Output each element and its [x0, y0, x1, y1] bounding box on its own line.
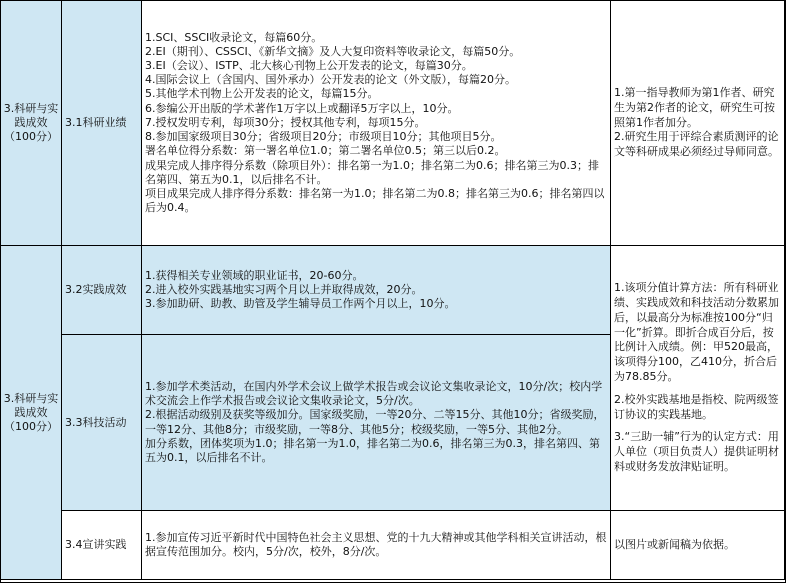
- criteria-line: 2.进入校外实践基地实习两个月以上并取得成效，20分。: [145, 282, 423, 296]
- criteria-line: 3.参加助研、助教、助管及学生辅导员工作两个月以上，10分。: [145, 297, 456, 311]
- note-cell: [611, 246, 785, 511]
- subcategory-cell: [62, 335, 142, 511]
- note-line: 3.“三助一辅”行为的认定方式：用人单位（项目负责人）提供证明材料或财务发放津贴证明。: [614, 430, 779, 473]
- criteria-line: 8.参加国家级项目30分；省级项目20分；市级项目10分；其他项目5分。: [145, 130, 502, 144]
- criteria-line: 2.EI（期刊）、CSSCI、《新华文摘》及人大复印资料等收录论文，每篇50分。: [145, 44, 521, 58]
- criteria-line: 3.EI（会议）、ISTP、北大核心刊物上公开发表的论文，每篇30分。: [145, 59, 473, 73]
- criteria-line: 1.参加宣传习近平新时代中国特色社会主义思想、党的十九大精神或其他学科相关宣讲活动，根据宣传范围加分。校内，5分/次，校外，8分/次。: [145, 530, 607, 558]
- note-line: 1.该项分值计算方法：所有科研业绩、实践成效和科技活动分数累加后，以最高分为标准按100分“归一化”折算。即折合成百分后，按比例计入成绩。例：甲520最高，该项得分100，乙410分，折合后为78.85分。: [614, 281, 779, 383]
- subcategory-label: 3.1科研业绩: [65, 116, 127, 129]
- criteria-line: 1.获得相关专业领域的职业证书，20-60分。: [145, 268, 364, 282]
- criteria-line: 1.参加学术类活动，在国内外学术会议上做学术报告或会议论文集收录论文，10分/次；校内学术交流会上作学术报告或会议论文集收录论文，5分/次。: [145, 379, 603, 408]
- category-cell: [1, 1, 62, 246]
- note-cell: [611, 1, 785, 246]
- criteria-line: 5.其他学术刊物上公开发表的论文，每篇15分。: [145, 87, 379, 101]
- criteria-line: 2.根据活动级别及获奖等级加分。国家级奖励，一等20分、二等15分、其他10分；省级奖励，一等12分、其他8分；市级奖励，一等8分、其他5分；校级奖励，一等5分、其他2分。: [145, 408, 605, 436]
- criteria-line: 6.参编公开出版的学术著作1万字以上或翻译5万字以上，10分。: [145, 101, 459, 115]
- category-label: 3.科研与实践成效（100分）: [3, 102, 59, 143]
- table-row: [1, 511, 785, 580]
- criteria-line: 署名单位得分系数：第一署名单位1.0；第二署名单位0.5；第三以后0.2。: [145, 144, 506, 158]
- category-label: 3.科研与实践成效（100分）: [3, 391, 59, 433]
- criteria-cell: [142, 1, 611, 246]
- criteria-cell: [142, 335, 611, 511]
- table-row: [1, 246, 785, 335]
- subcategory-cell: [62, 511, 142, 580]
- table-row: [1, 1, 785, 246]
- note-cell: [611, 511, 785, 580]
- subcategory-cell: [62, 1, 142, 246]
- criteria-line: 1.SCI、SSCI收录论文，每篇60分。: [145, 30, 323, 44]
- criteria-line: 4.国际会议上（含国内、国外承办）公开发表的论文（外文版），每篇20分。: [145, 73, 516, 87]
- criteria-line: 项目成果完成人排序得分系数：排名第一为1.0；排名第二为0.8；排名第三为0.6；排名第四以后为0.4。: [145, 186, 605, 215]
- subcategory-label: 3.2实践成效: [65, 283, 127, 296]
- subcategory-cell: [62, 246, 142, 335]
- category-cell: [1, 246, 62, 580]
- criteria-cell: [142, 511, 611, 580]
- criteria-line: 加分系数，团体奖项为1.0；排名第一为1.0，排名第二为0.6，排名第三为0.3，排名第四、第五为0.1，以后排名不计。: [145, 436, 600, 464]
- subcategory-label: 3.3科技活动: [65, 415, 127, 429]
- criteria-cell: [142, 246, 611, 335]
- note-line: 2.校外实践基地是指校、院两级签订协议的实践基地。: [614, 392, 779, 421]
- criteria-line: 成果完成人排序得分系数（除项目外）：排名第一为1.0；排名第二为0.6；排名第三为0.3；排名第四、第五为0.1，以后排名不计。: [145, 158, 599, 186]
- subcategory-label: 3.4宣讲实践: [65, 538, 127, 551]
- note-line: 1.第一指导教师为第1作者、研究生为第2作者的论文，研究生可按照第1作者加分。: [614, 86, 775, 129]
- note-line: 2.研究生用于评综合素质测评的论文等科研成果必须经过导师同意。: [614, 130, 779, 159]
- note-line: 以图片或新闻稿为依据。: [614, 537, 735, 551]
- criteria-line: 7.授权发明专利，每项30分；授权其他专利，每项15分。: [145, 115, 426, 129]
